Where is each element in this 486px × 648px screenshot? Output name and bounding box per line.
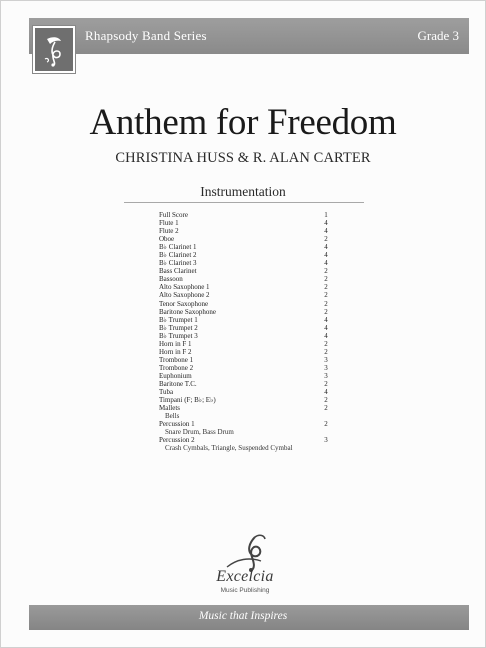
part-row <box>159 324 331 332</box>
part-row <box>159 388 331 396</box>
part-count: 2 <box>324 299 328 308</box>
part-name: Full Score <box>159 211 188 219</box>
series-logo <box>33 26 75 73</box>
grade-label: Grade 3 <box>417 28 459 43</box>
part-name: Snare Drum, Bass Drum <box>165 428 234 437</box>
part-name: Crash Cymbals, Triangle, Suspended Cymbal <box>165 444 293 453</box>
part-row <box>159 227 331 235</box>
part-name: Mallets <box>159 404 180 413</box>
part-row <box>159 356 331 364</box>
part-count: 4 <box>324 315 328 324</box>
part-row <box>159 396 331 404</box>
part-count: 4 <box>324 323 328 332</box>
part-name: Oboe <box>159 235 175 244</box>
part-name: Percussion 2 <box>159 436 195 445</box>
publisher-name: Excelcia <box>216 568 274 585</box>
part-row <box>159 404 331 412</box>
part-name: Alto Saxophone 2 <box>159 291 210 300</box>
publisher-logo <box>197 533 293 597</box>
part-row <box>159 348 331 356</box>
publisher-subtitle: Music Publishing <box>220 587 270 594</box>
part-name: B♭ Trumpet 2 <box>159 323 198 332</box>
part-count: 2 <box>324 339 328 348</box>
part-count <box>321 444 331 452</box>
part-row <box>159 267 331 275</box>
part-count: 2 <box>324 379 328 388</box>
part-name: Percussion 1 <box>159 420 195 429</box>
part-row <box>159 251 331 259</box>
part-count: 2 <box>324 235 328 244</box>
part-count: 2 <box>324 275 328 284</box>
part-row <box>159 340 331 348</box>
part-count: 4 <box>324 331 328 340</box>
part-count: 3 <box>324 436 328 445</box>
part-name: Bells <box>165 412 180 421</box>
part-count: 4 <box>324 219 328 228</box>
bird-treble-clef-icon <box>39 33 69 67</box>
part-count: 1 <box>324 211 328 219</box>
part-count: 4 <box>324 259 328 268</box>
part-name: Horn in F 2 <box>159 347 192 356</box>
part-count: 2 <box>324 291 328 300</box>
part-row <box>159 380 331 388</box>
part-count <box>321 428 331 436</box>
part-row <box>159 372 331 380</box>
part-name: Flute 2 <box>159 227 179 236</box>
part-count: 2 <box>324 283 328 292</box>
part-note <box>159 428 331 436</box>
part-name: Trombone 2 <box>159 363 194 372</box>
part-name: B♭ Clarinet 1 <box>159 243 197 252</box>
part-name: B♭ Clarinet 2 <box>159 251 197 260</box>
part-row <box>159 308 331 316</box>
part-count: 4 <box>324 227 328 236</box>
part-row <box>159 420 331 428</box>
part-name: Bass Clarinet <box>159 267 197 276</box>
part-row <box>159 436 331 444</box>
part-count: 3 <box>324 355 328 364</box>
part-name: Timpani (F; B♭; E♭) <box>159 396 216 405</box>
part-count: 2 <box>324 420 328 429</box>
part-name: B♭ Clarinet 3 <box>159 259 197 268</box>
piece-title: Anthem for Freedom <box>89 102 397 143</box>
series-name: Rhapsody Band Series <box>85 28 207 43</box>
part-name: Horn in F 1 <box>159 339 192 348</box>
part-count: 3 <box>324 371 328 380</box>
part-row <box>159 283 331 291</box>
part-note <box>159 444 331 452</box>
part-row <box>159 235 331 243</box>
part-count: 4 <box>324 388 328 397</box>
part-name: Tuba <box>159 388 174 397</box>
part-name: Tenor Saxophone <box>159 299 209 308</box>
part-count: 2 <box>324 347 328 356</box>
part-name: Flute 1 <box>159 219 179 228</box>
part-note <box>159 412 331 420</box>
part-row <box>159 291 331 299</box>
part-row <box>159 219 331 227</box>
part-row <box>159 300 331 308</box>
part-row <box>159 243 331 251</box>
part-count <box>321 412 331 420</box>
part-name: B♭ Trumpet 3 <box>159 331 198 340</box>
part-row <box>159 364 331 372</box>
part-count: 2 <box>324 307 328 316</box>
part-name: Baritone T.C. <box>159 379 197 388</box>
part-name: B♭ Trumpet 1 <box>159 315 198 324</box>
treble-clef-swoosh-icon <box>197 533 293 573</box>
part-name: Euphonium <box>159 371 192 380</box>
part-count: 4 <box>324 251 328 260</box>
part-row <box>159 211 331 219</box>
part-name: Trombone 1 <box>159 355 194 364</box>
part-name: Baritone Saxophone <box>159 307 216 316</box>
tagline: Music that Inspires <box>198 610 288 622</box>
part-count: 2 <box>324 396 328 405</box>
part-count: 2 <box>324 404 328 413</box>
part-name: Bassoon <box>159 275 183 284</box>
part-count: 4 <box>324 243 328 252</box>
part-row <box>159 259 331 267</box>
part-count: 2 <box>324 267 328 276</box>
part-row <box>159 332 331 340</box>
part-name: Alto Saxophone 1 <box>159 283 210 292</box>
part-count: 3 <box>324 363 328 372</box>
part-row <box>159 316 331 324</box>
instrumentation-divider <box>124 202 364 203</box>
parts-list <box>159 211 331 452</box>
part-row <box>159 275 331 283</box>
composers: CHRISTINA HUSS & R. ALAN CARTER <box>115 150 371 166</box>
instrumentation-heading: Instrumentation <box>200 184 286 199</box>
